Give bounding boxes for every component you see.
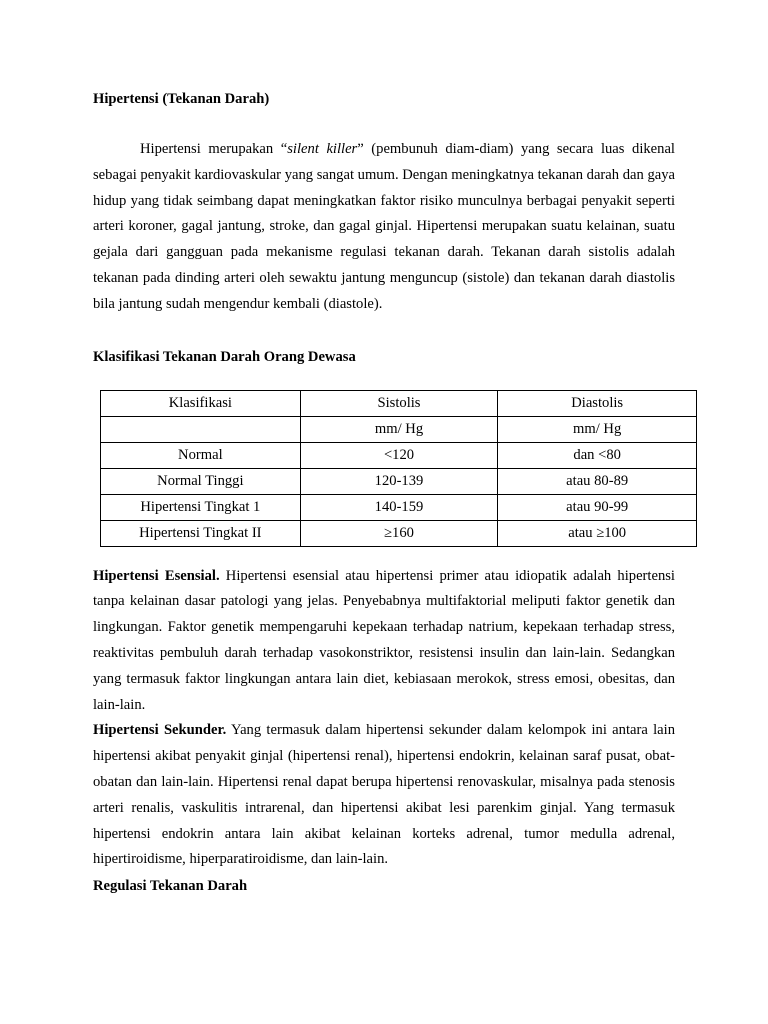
table-header-row <box>101 390 697 416</box>
table-cell: 120-139 <box>300 468 498 494</box>
essential-paragraph <box>93 564 675 719</box>
table-cell: ≥160 <box>300 520 498 546</box>
table-cell: Hipertensi Tingkat II <box>101 520 301 546</box>
secondary-text: Yang termasuk dalam hipertensi sekunder dalam kelompok ini antara lain hipertensi akibat penyakit ginjal (hipertensi renal), hipertensi endokrin, kelainan saraf pusat, obat-obatan dan lain-lain. Hipertensi renal dapat berupa hipertensi renovaskular, misalnya pada stenosis arteri renalis, vaskulitis intrarenal, dan hipertensi akibat lesi parenkim ginjal. Yang termasuk hipertensi endokrin antara lain akibat kelainan korteks adrenal, tumor medulla adrenal, hipertiroidisme, hiperparatiroidisme, dan lain-lain. <box>93 722 675 868</box>
table-cell: dan <80 <box>498 442 697 468</box>
unit-cell: mm/ Hg <box>300 416 498 442</box>
table-cell: atau ≥100 <box>498 520 697 546</box>
table-cell: Normal <box>101 442 301 468</box>
table-cell: Normal Tinggi <box>101 468 301 494</box>
header-cell: Klasifikasi <box>101 390 301 416</box>
table-row <box>101 442 697 468</box>
table-units-row <box>101 416 697 442</box>
essential-text: Hipertensi esensial atau hipertensi primer atau idiopatik adalah hipertensi tanpa kelainan dasar patologi yang jelas. Penyebabnya multifaktorial meliputi faktor genetik dan lingkungan. Faktor genetik mempengaruhi kepekaan terhadap natrium, kepekaan terhadap stress, reaktivitas pembuluh darah terhadap vasokonstriktor, resistensi insulin dan lain-lain. Sedangkan yang termasuk faktor lingkungan antara lain diet, kebiasaan merokok, stress emosi, obesitas, dan lain-lain. <box>93 567 675 713</box>
regulation-heading: Regulasi Tekanan Darah <box>93 878 248 895</box>
table-cell: 140-159 <box>300 494 498 520</box>
table-row <box>101 494 697 520</box>
intro-text-before: Hipertensi merupakan “ <box>140 141 288 157</box>
secondary-paragraph <box>93 718 675 873</box>
unit-cell: mm/ Hg <box>498 416 697 442</box>
essential-label: Hipertensi Esensial. <box>93 567 220 584</box>
table-cell: atau 80-89 <box>498 468 697 494</box>
table-row <box>101 520 697 546</box>
intro-text-after: ” (pembunuh diam-diam) yang secara luas dikenal sebagai penyakit kardiovaskular yang sangat umum. Dengan meningkatnya tekanan darah dan gaya hidup yang tidak seimbang dapat meningkatkan faktor risiko munculnya berbagai penyakit seperti arteri koroner, gagal jantung, stroke, dan gagal ginjal. Hipertensi merupakan suatu kelainan, suatu gejala dari gangguan pada mekanisme regulasi tekanan darah. Tekanan darah sistolis adalah tekanan pada dinding arteri oleh sewaktu jantung menguncup (sistole) dan tekanan darah diastolis bila jantung sudah mengendur kembali (diastole). <box>93 141 675 312</box>
table-cell: atau 90-99 <box>498 494 697 520</box>
table-cell: Hipertensi Tingkat 1 <box>101 494 301 520</box>
secondary-label: Hipertensi Sekunder. <box>93 722 227 739</box>
classification-heading: Klasifikasi Tekanan Darah Orang Dewasa <box>93 348 356 365</box>
unit-cell <box>101 416 301 442</box>
intro-paragraph <box>93 137 675 318</box>
document-title: Hipertensi (Tekanan Darah) <box>93 91 270 107</box>
blood-pressure-table <box>100 390 697 547</box>
header-cell: Diastolis <box>498 390 697 416</box>
header-cell: Sistolis <box>300 390 498 416</box>
table-cell: <120 <box>300 442 498 468</box>
intro-italic-term: silent killer <box>287 141 358 157</box>
table-row <box>101 468 697 494</box>
